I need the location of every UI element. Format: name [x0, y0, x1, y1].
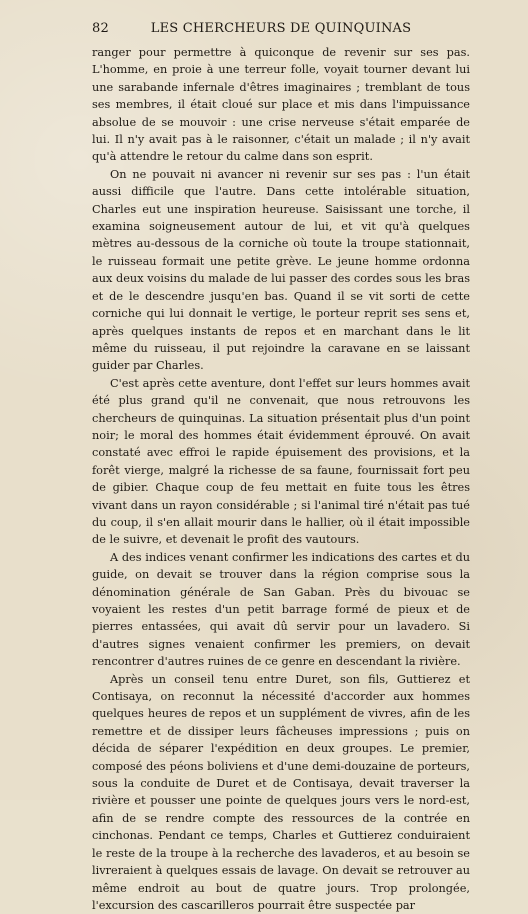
paragraph: C'est après cette aventure, dont l'effet sur leurs hommes avait été plus grand qu'il ne convenait, que nous retrouvons les chercheurs de quinquinas. La situation présentait plus d'un point noir; le moral des hommes était évidemment éprouvé. On avait constaté avec effroi le rapide épuisement des provisions, et la forêt vierge, malgré la richesse de sa faune, fournissait fort peu de gibier. Chaque coup de feu mettait en fuite tous les êtres vivant dans un rayon considérable ; si l'animal tiré n'était pas tué du coup, il s'en allait mourir dans le hallier, où il était impossible de le suivre, et devenait le profit des vautours.	[92, 376, 470, 547]
paragraph: On ne pouvait ni avancer ni revenir sur ses pas : l'un était aussi difficile que l'autre. Dans cette intolérable situation, Charles eut une inspiration heureuse. Saisissant une torche, il examina soigneusement autour de lui, et vit qu'à quelques mètres au-dessous de la corniche où toute la troupe stationnait, le ruisseau formait une petite grève. Le jeune homme ordonna aux deux voisins du malade de lui passer des cordes sous les bras et de le descendre jusqu'en bas. Quand il se vit sorti de cette corniche qui lui donnait le vertige, le porteur reprit ses sens et, après quelques instants de repos et en marchant dans le lit même du ruisseau, il put rejoindre la caravane en se laissant guider par Charles.	[92, 167, 470, 373]
running-title: LES CHERCHEURS DE QUINQUINAS	[150, 21, 412, 36]
page-number: 82	[92, 21, 109, 36]
body-text	[92, 44, 470, 914]
paragraph-continuation: ranger pour permettre à quiconque de revenir sur ses pas. L'homme, en proie à une terreur folle, voyait tourner devant lui une sarabande infernale d'êtres imaginaires ; tremblant de tous ses membres, il était cloué sur place et mis dans l'impuissance absolue de se mouvoir : une crise nerveuse s'était emparée de lui. Il n'y avait pas à le raisonner, c'était un malade ; il n'y avait qu'à attendre le retour du calme dans son esprit.	[92, 46, 470, 164]
page-header	[92, 19, 470, 39]
paragraph: A des indices venant confirmer les indications des cartes et du guide, on devait se trouver dans la région comprise sous la dénomination générale de San Gaban. Près du bivouac se voyaient les restes d'un petit barrage formé de pieux et de pierres entassées, qui avait dû servir pour un lavadero. Si d'autres signes venaient confirmer les premiers, on devait rencontrer d'autres ruines de ce genre en descendant la rivière.	[92, 550, 470, 669]
paragraph: Après un conseil tenu entre Duret, son fils, Guttierez et Contisaya, on reconnut la nécessité d'accorder aux hommes quelques heures de repos et un supplément de vivres, afin de les remettre et de dissiper leurs fâcheuses impressions ; puis on décida de séparer l'expédition en deux groupes. Le premier, composé des péons boliviens et d'une demi-douzaine de porteurs, sous la conduite de Duret et de Contisaya, devait traverser la rivière et pousser une pointe de quelques jours vers le nord-est, afin de se rendre compte des ressources de la contrée en cinchonas. Pendant ce temps, Charles et Guttierez conduiraient le reste de la troupe à la recherche des lavaderos, et au besoin se livreraient à quelques essais de lavage. On devait se retrouver au même endroit au bout de quatre jours. Trop prolongée, l'excursion des cascarilleros pourrait être suspectée par	[92, 672, 470, 912]
